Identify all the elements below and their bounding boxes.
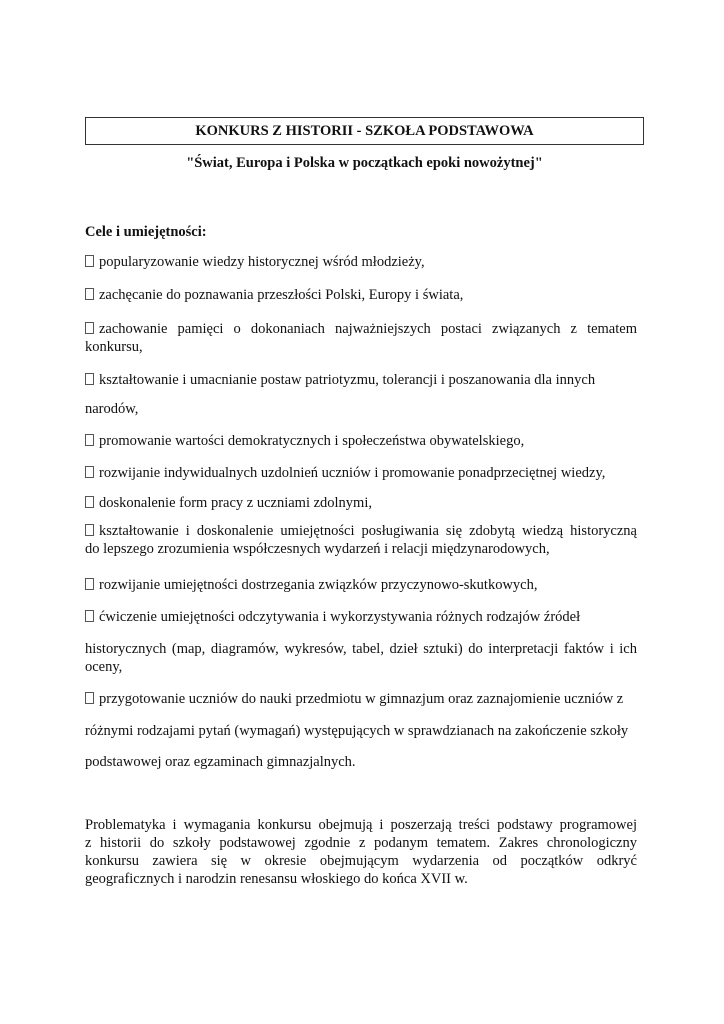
- document-title: KONKURS Z HISTORII - SZKOŁA PODSTAWOWA: [85, 117, 644, 145]
- goals-list-item-text: przygotowanie uczniów do nauki przedmiotu w gimnazjum oraz zaznajomienie uczniów z: [99, 691, 624, 707]
- missing-glyph-icon: [85, 692, 94, 704]
- paragraph-line: z historii do szkoły podstawowej zgodnie z podanym tematem. Zakres chronologiczny: [85, 835, 637, 851]
- goals-list-item: [85, 432, 637, 450]
- goals-list-item: [85, 338, 637, 356]
- goals-list-item-text: historycznych (map, diagramów, wykresów, tabel, dzieł sztuki) do interpretacji faktów i ich: [85, 641, 637, 657]
- goals-list-item-text: konkursu,: [85, 339, 143, 355]
- paragraph-line: konkursu zawiera się w okresie obejmującym wydarzenia od początków odkryć: [85, 853, 637, 869]
- goals-list-item-text: popularyzowanie wiedzy historycznej wśród młodzieży,: [99, 254, 425, 270]
- goals-list-item: [85, 253, 637, 271]
- document-subtitle: "Świat, Europa i Polska w początkach epoki nowożytnej": [186, 155, 543, 171]
- missing-glyph-icon: [85, 578, 94, 590]
- missing-glyph-icon: [85, 434, 94, 446]
- goals-list-item: [85, 640, 637, 658]
- goals-list-item: [85, 400, 637, 418]
- goals-list-item-text: do lepszego zrozumienia współczesnych wydarzeń i relacji międzynarodowych,: [85, 541, 550, 557]
- goals-list-item-text: doskonalenie form pracy z uczniami zdolnymi,: [99, 495, 372, 511]
- goals-list-item: [85, 371, 637, 389]
- missing-glyph-icon: [85, 466, 94, 478]
- goals-list-item-text: ćwiczenie umiejętności odczytywania i wykorzystywania różnych rodzajów źródeł: [99, 609, 581, 625]
- missing-glyph-icon: [85, 373, 94, 385]
- goals-list-item-text: zachowanie pamięci o dokonaniach najważniejszych postaci związanych z tematem: [99, 321, 637, 337]
- goals-list-item: [85, 722, 637, 740]
- goals-list-item: [85, 320, 637, 338]
- goals-list-item-text: kształtowanie i doskonalenie umiejętności posługiwania się zdobytą wiedzą historyczną: [99, 523, 637, 539]
- missing-glyph-icon: [85, 255, 94, 267]
- goals-heading: Cele i umiejętności:: [85, 224, 207, 240]
- paragraph-line: geograficznych i narodzin renesansu włoskiego do końca XVII w.: [85, 871, 468, 887]
- goals-list-item-text: kształtowanie i umacnianie postaw patriotyzmu, tolerancji i poszanowania dla innych: [99, 372, 596, 388]
- paragraph-line: Problematyka i wymagania konkursu obejmują i poszerzają treści podstawy programowej: [85, 817, 637, 833]
- goals-list-item-text: narodów,: [85, 401, 139, 417]
- goals-list-item: [85, 540, 637, 558]
- missing-glyph-icon: [85, 288, 94, 300]
- goals-list-item-text: rozwijanie umiejętności dostrzegania związków przyczynowo-skutkowych,: [99, 577, 538, 593]
- goals-list-item: [85, 494, 637, 512]
- goals-list-item-text: zachęcanie do poznawania przeszłości Polski, Europy i świata,: [99, 287, 464, 303]
- goals-list-item: [85, 690, 637, 708]
- goals-list-item: [85, 753, 637, 771]
- missing-glyph-icon: [85, 322, 94, 334]
- goals-list-item-text: podstawowej oraz egzaminach gimnazjalnych.: [85, 754, 356, 770]
- goals-list-item: [85, 464, 637, 482]
- goals-list-item: [85, 522, 637, 540]
- goals-list-item-text: oceny,: [85, 659, 123, 675]
- goals-list-item: [85, 286, 637, 304]
- goals-list-item: [85, 576, 637, 594]
- goals-list-item-text: różnymi rodzajami pytań (wymagań) występujących w sprawdzianach na zakończenie szkoły: [85, 723, 629, 739]
- goals-list-item: [85, 658, 637, 676]
- missing-glyph-icon: [85, 496, 94, 508]
- missing-glyph-icon: [85, 524, 94, 536]
- missing-glyph-icon: [85, 610, 94, 622]
- goals-list-item-text: promowanie wartości demokratycznych i społeczeństwa obywatelskiego,: [99, 433, 525, 449]
- goals-list-item-text: rozwijanie indywidualnych uzdolnień uczniów i promowanie ponadprzeciętnej wiedzy,: [99, 465, 606, 481]
- goals-list-item: [85, 608, 637, 626]
